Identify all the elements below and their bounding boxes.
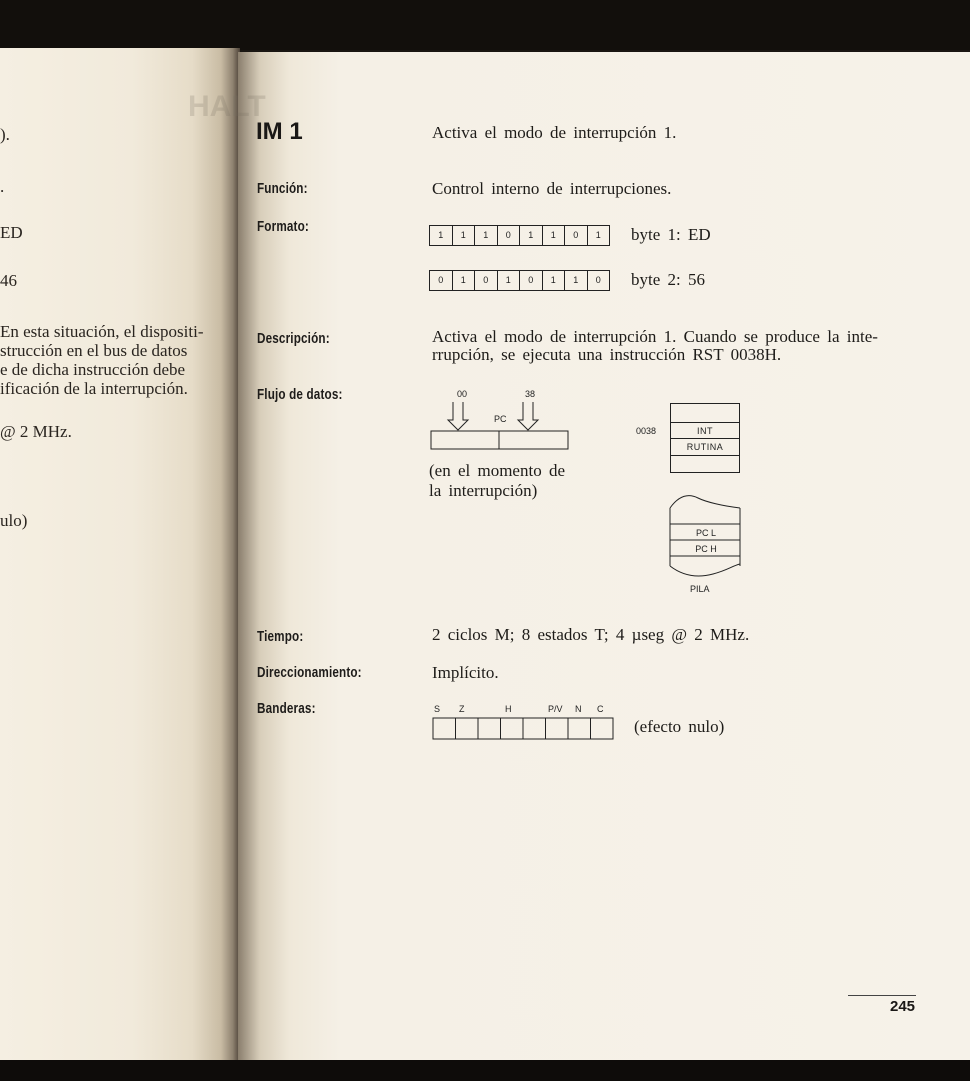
book-bottom-edge xyxy=(0,1060,970,1081)
stack-diagram xyxy=(668,492,744,584)
bit-cell: 1 xyxy=(430,226,453,245)
flag-letter-z: Z xyxy=(459,704,465,714)
book-top-edge xyxy=(0,0,970,50)
direccionamiento-text: Implícito. xyxy=(432,663,499,682)
stack-cell-pch: PC H xyxy=(695,544,717,554)
byte1-bits xyxy=(429,225,610,246)
stack-cell-pcl: PC L xyxy=(695,528,716,538)
label-descripcion: Descripción: xyxy=(257,330,330,347)
flag-letter-pv: P/V xyxy=(548,704,563,714)
left-fragment: En esta situación, el dispositi- xyxy=(0,322,204,341)
descripcion-line-2: rrupción, se ejecuta una instrucción RST 0038H. xyxy=(432,345,782,364)
byte1-label: byte 1: ED xyxy=(631,225,711,244)
label-banderas: Banderas: xyxy=(257,700,316,717)
page-number: 245 xyxy=(890,998,916,1015)
flow-caption-line-2: la interrupción) xyxy=(429,481,538,500)
bit-cell: 0 xyxy=(430,271,453,290)
bit-cell: 1 xyxy=(595,230,601,240)
descripcion-line-1: Activa el modo de interrupción 1. Cuando se produce la inte- xyxy=(432,327,878,346)
label-tiempo: Tiempo: xyxy=(257,628,304,645)
left-fragment: strucción en el bus de datos xyxy=(0,341,188,360)
flags-note: (efecto nulo) xyxy=(634,717,725,736)
bit-cell: 0 xyxy=(565,226,588,245)
flow-caption-line-1: (en el momento de xyxy=(429,461,565,480)
bleed-through-title: HALT xyxy=(188,90,266,123)
left-fragment: @ 2 MHz. xyxy=(0,422,72,441)
flag-letter-n: N xyxy=(575,704,582,714)
memory-cell-int: INT xyxy=(671,423,739,439)
right-page xyxy=(188,52,970,1062)
left-fragment: e de dicha instrucción debe xyxy=(0,360,186,379)
bit-cell: 0 xyxy=(595,275,601,285)
bit-cell: 1 xyxy=(453,226,476,245)
pc-low-value: 38 xyxy=(525,389,536,399)
memory-cell-rutina: RUTINA xyxy=(671,439,739,456)
flag-letter-s: S xyxy=(434,704,441,714)
pc-high-value: 00 xyxy=(457,389,468,399)
label-direccionamiento: Direccionamiento: xyxy=(257,664,362,681)
memory-cell-empty xyxy=(671,404,739,423)
instruction-mnemonic: IM 1 xyxy=(256,118,303,145)
label-formato: Formato: xyxy=(257,218,309,235)
left-fragment: . xyxy=(0,177,5,196)
flags-register xyxy=(432,717,616,742)
pc-label: PC xyxy=(494,414,507,424)
left-page xyxy=(0,48,240,1064)
tiempo-text: 2 ciclos M; 8 estados T; 4 µseg @ 2 MHz. xyxy=(432,625,750,644)
byte2-bits xyxy=(429,270,610,291)
bit-cell: 0 xyxy=(498,226,521,245)
memory-address: 0038 xyxy=(636,426,657,436)
bit-cell: 1 xyxy=(498,271,521,290)
byte2-label: byte 2: 56 xyxy=(631,270,705,289)
flag-letter-h: H xyxy=(505,704,512,714)
bit-cell: 1 xyxy=(543,226,566,245)
left-fragment: ulo) xyxy=(0,511,28,530)
bit-cell: 1 xyxy=(453,271,476,290)
bit-cell: 1 xyxy=(543,271,566,290)
bit-cell: 1 xyxy=(520,226,543,245)
label-funcion: Función: xyxy=(257,180,308,197)
bit-cell: 1 xyxy=(565,271,588,290)
label-flujo: Flujo de datos: xyxy=(257,386,343,403)
bit-cell: 1 xyxy=(475,226,498,245)
bit-cell: 0 xyxy=(475,271,498,290)
left-fragment: ificación de la interrupción. xyxy=(0,379,188,398)
left-fragment: ). xyxy=(0,125,10,144)
page-number-rule xyxy=(848,995,916,996)
stack-label: PILA xyxy=(690,584,710,594)
flag-letter-c: C xyxy=(597,704,604,714)
memory-block xyxy=(670,403,740,473)
bit-cell: 0 xyxy=(520,271,543,290)
instruction-summary: Activa el modo de interrupción 1. xyxy=(432,123,677,142)
left-fragment: ED xyxy=(0,223,23,242)
funcion-text: Control interno de interrupciones. xyxy=(432,179,672,198)
left-fragment: 46 xyxy=(0,271,17,290)
pc-register-diagram xyxy=(428,400,573,452)
